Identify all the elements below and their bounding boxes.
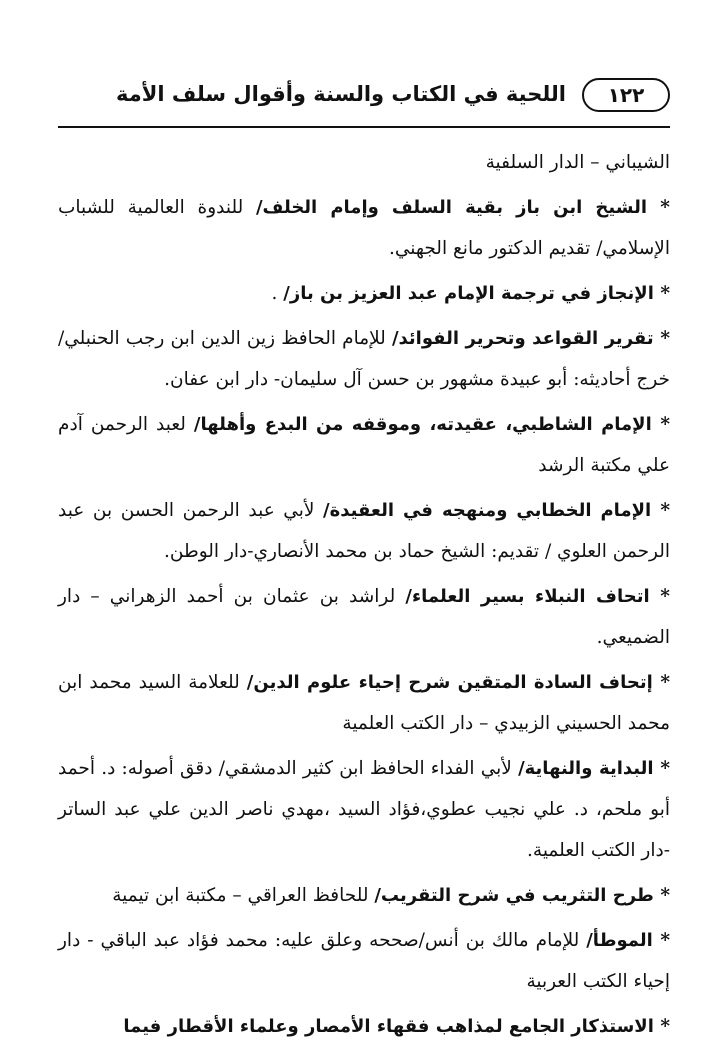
bullet-marker: * — [652, 930, 670, 951]
bullet-marker: * — [653, 758, 671, 779]
entry-text: للإمام الحافظ زين الدين ابن رجب الحنبلي/ خرج أحاديثه: أبو عبيدة مشهور بن حسن آل سليمان- دار ابن عفان. — [58, 328, 670, 390]
entry-text: لعبد الرحمن آدم علي مكتبة الرشد — [58, 414, 670, 476]
bibliography-entry — [58, 662, 670, 744]
entry-text: للعلامة السيد محمد ابن محمد الحسيني الزبيدي – دار الكتب العلمية — [58, 672, 670, 734]
header-rule — [58, 126, 670, 128]
entry-title: الاستذكار الجامع لمذاهب فقهاء الأمصار وعلماء الأقطار فيما — [123, 1016, 654, 1037]
running-title: اللحية في الكتاب والسنة وأقوال سلف الأمة — [115, 82, 566, 106]
bullet-marker: * — [653, 1016, 670, 1037]
bibliography-entry — [58, 748, 670, 871]
entry-title: البداية والنهاية/ — [518, 758, 654, 779]
page-number: ١٢٢ — [582, 78, 670, 112]
entry-title: تقرير القواعد وتحرير الفوائد/ — [391, 328, 654, 349]
entry-text: للحافظ العراقي – مكتبة ابن تيمية — [112, 885, 375, 906]
bullet-marker: * — [653, 328, 670, 349]
entry-text: لراشد بن عثمان بن أحمد الزهراني – دار الضميعي. — [58, 586, 670, 648]
bibliography-entry — [58, 273, 670, 314]
entry-text: للندوة العالمية للشباب الإسلامي/ تقديم الدكتور مانع الجهني. — [58, 197, 670, 259]
entry-title: طرح التثريب في شرح التقريب/ — [374, 885, 654, 906]
bullet-marker: * — [651, 414, 671, 435]
bullet-marker: * — [653, 283, 670, 304]
entry-title: الإمام الخطابي ومنهجه في العقيدة/ — [323, 500, 652, 521]
entry-text: . — [271, 283, 284, 304]
bullet-marker: * — [647, 197, 670, 218]
bibliography-entry — [58, 404, 670, 486]
bullet-marker: * — [652, 672, 670, 693]
bibliography-entry — [58, 187, 670, 269]
bibliography-list — [58, 142, 670, 1047]
bibliography-entry — [58, 490, 670, 572]
page-header — [58, 72, 670, 118]
bullet-marker: * — [651, 500, 670, 521]
entry-title: الموطأ/ — [586, 930, 653, 951]
entry-text: للإمام مالك بن أنس/صححه وعلق عليه: محمد فؤاد عبد الباقي - دار إحياء الكتب العربية — [58, 930, 670, 992]
bibliography-entry — [58, 875, 670, 916]
entry-title: اتحاف النبلاء بسير العلماء/ — [405, 586, 650, 607]
bullet-marker: * — [653, 885, 670, 906]
bibliography-entry — [58, 920, 670, 1002]
entry-title: الشيخ ابن باز بقية السلف وإمام الخلف/ — [255, 197, 647, 218]
entry-text: الشيباني – الدار السلفية — [485, 152, 670, 173]
bullet-marker: * — [649, 586, 670, 607]
entry-title: الإنجاز في ترجمة الإمام عبد العزيز بن باز/ — [283, 283, 654, 304]
bibliography-entry — [58, 576, 670, 658]
entry-text: لأبي عبد الرحمن الحسن بن عبد الرحمن العلوي / تقديم: الشيخ حماد بن محمد الأنصاري-دار الوطن. — [58, 500, 670, 562]
entry-title: إتحاف السادة المتقين شرح إحياء علوم الدين/ — [246, 672, 653, 693]
entry-title: الإمام الشاطبي، عقيدته، وموقفه من البدع وأهلها/ — [193, 414, 652, 435]
entry-text: لأبي الفداء الحافظ ابن كثير الدمشقي/ دقق أصوله: د. أحمد أبو ملحم، د. علي نجيب عطوي،فؤاد السيد ،مهدي ناصر الدين علي عبد الساتر -دار الكتب العلمية. — [58, 758, 670, 861]
bibliography-entry — [58, 142, 670, 183]
bibliography-entry — [58, 318, 670, 400]
bibliography-entry — [58, 1006, 670, 1047]
